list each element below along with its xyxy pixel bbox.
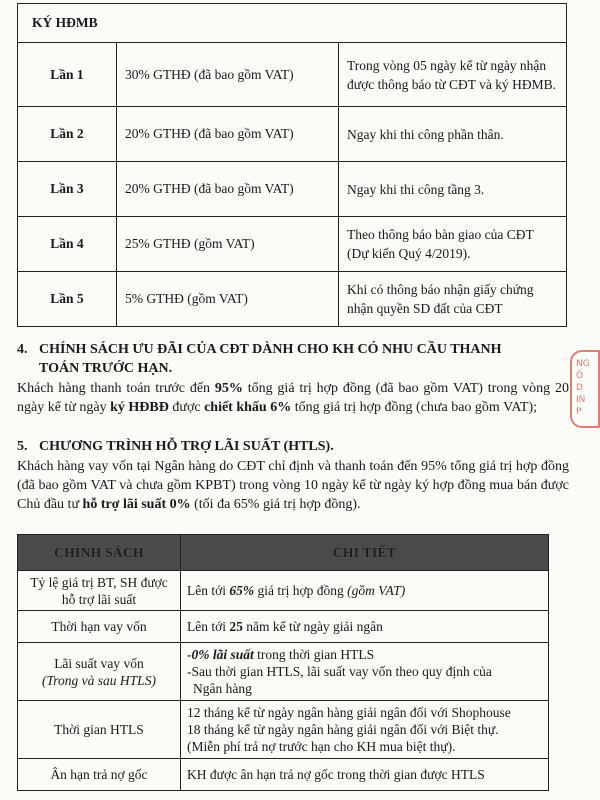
text-bold: 95% <box>214 381 243 396</box>
amount-cell: 25% GTHĐ (gồm VAT) <box>117 217 339 272</box>
text-run: Khách hàng thanh toán trước đến <box>17 381 215 396</box>
detail-cell <box>181 571 549 611</box>
text-run: (tối đa 65% giá trị hợp đồng). <box>190 497 361 512</box>
section-title: CHƯƠNG TRÌNH HỖ TRỢ LÃI SUẤT (HTLS). <box>39 439 334 454</box>
text-run: giá trị hợp đồng <box>254 583 348 598</box>
amount-cell: 20% GTHĐ (đã bao gồm VAT) <box>117 107 339 162</box>
text-run: Lên tới <box>187 583 230 598</box>
table-row <box>18 107 567 162</box>
table-row <box>18 217 567 272</box>
text-run: 18 tháng kể từ ngày ngân hàng giải ngân đối với Biệt thự. <box>187 722 499 737</box>
table-row <box>18 272 567 327</box>
amount-cell: 20% GTHĐ (đã bao gồm VAT) <box>117 162 339 217</box>
text-run: Lên tới <box>187 619 230 634</box>
text-run: 12 tháng kể từ ngày ngân hàng giải ngân đối với Shophouse <box>187 705 511 720</box>
stamp-text: Ố <box>576 371 584 381</box>
text-run: trong thời gian HTLS <box>253 647 375 662</box>
interest-support-table <box>17 534 549 791</box>
detail-cell <box>181 611 549 643</box>
stage-cell: Lần 4 <box>18 217 117 272</box>
table-row <box>18 701 549 759</box>
table-row <box>18 162 567 217</box>
table-row <box>18 643 549 701</box>
section-5-body <box>17 457 569 514</box>
policy-cell: Tỷ lệ giá trị BT, SH được hỗ trợ lãi suất <box>18 571 181 611</box>
header-label: CHI TIẾT <box>332 544 397 560</box>
text-run: được <box>168 400 205 415</box>
policy-cell: Thời hạn vay vốn <box>18 611 181 643</box>
payment-table-header: KÝ HĐMB <box>18 4 567 43</box>
text-run: Ngân hàng <box>193 681 252 696</box>
section-4-heading <box>17 340 569 378</box>
column-header-policy <box>18 535 181 571</box>
text-bold: hỗ trợ lãi suất 0% <box>82 497 191 512</box>
section-5-heading <box>17 437 569 456</box>
stage-cell: Lần 3 <box>18 162 117 217</box>
stamp-fragment <box>570 350 600 428</box>
section-number: 5. <box>17 439 28 454</box>
detail-cell: KH được ân hạn trả nợ gốc trong thời gian được HTLS <box>181 759 549 791</box>
payment-schedule-table <box>17 3 567 327</box>
text-bold: 25 <box>229 619 243 634</box>
stamp-text: NG <box>576 359 590 369</box>
text-bold-italic: 65% <box>229 583 255 598</box>
header-label: CHÍNH SÁCH <box>54 544 144 560</box>
condition-cell: Ngay khi thi công tầng 3. <box>339 162 567 217</box>
condition-cell: Khi có thông báo nhận giấy chứng nhận quyền SD đất của CĐT <box>339 272 567 327</box>
table-row <box>18 43 567 107</box>
condition-cell: Theo thông báo bàn giao của CĐT (Dự kiến Quý 4/2019). <box>339 217 567 272</box>
stage-cell: Lần 5 <box>18 272 117 327</box>
table-header-row <box>18 535 549 571</box>
policy-cell: Ân hạn trả nợ gốc <box>18 759 181 791</box>
condition-cell: Ngay khi thi công phần thân. <box>339 107 567 162</box>
text-run: (Miễn phí trả nợ trước hạn cho KH mua biệt thự). <box>187 739 456 754</box>
condition-cell: Trong vòng 05 ngày kể từ ngày nhận được thông báo từ CĐT và ký HĐMB. <box>339 43 567 107</box>
text-run: năm kể từ ngày giải ngân <box>242 619 383 634</box>
section-title-cont: TOÁN TRƯỚC HẠN. <box>39 361 173 376</box>
detail-cell <box>181 643 549 701</box>
table-row <box>18 759 549 791</box>
section-4-body <box>17 379 569 417</box>
stage-cell: Lần 2 <box>18 107 117 162</box>
table-row <box>18 611 549 643</box>
text-italic: (Trong và sau HTLS) <box>42 672 156 688</box>
text-italic: (gồm VAT) <box>347 583 406 598</box>
text-bold-italic: -0% lãi suất <box>187 647 254 662</box>
text-bold: ký HĐBĐ <box>110 400 169 415</box>
text-run: Lãi suất vay vốn <box>54 655 144 671</box>
policy-cell <box>18 643 181 701</box>
text-run: tổng giá trị hợp đồng (đã bao gồm VAT) trong vòng 20 ngày kể từ ngày <box>17 381 569 415</box>
section-title: CHÍNH SÁCH ƯU ĐÃI CỦA CĐT DÀNH CHO KH CÓ NHU CẦU THANH <box>39 342 502 357</box>
text-run: -Sau thời gian HTLS, lãi suất vay vốn theo quy định của <box>187 664 492 679</box>
amount-cell: 30% GTHĐ (đã bao gồm VAT) <box>117 43 339 107</box>
text-run: tổng giá trị hợp đồng (chưa bao gồm VAT); <box>291 400 538 415</box>
column-header-detail <box>181 535 549 571</box>
amount-cell: 5% GTHĐ (gồm VAT) <box>117 272 339 327</box>
stamp-text: P <box>576 407 582 417</box>
stamp-text: IN <box>576 395 586 405</box>
detail-cell <box>181 701 549 759</box>
table-row <box>18 571 549 611</box>
text-run: Khách hàng vay vốn tại Ngân hàng do CĐT chỉ định và thanh toán đến 95% tổng giá trị hợp đồng (đã bao gồm VAT và chưa gồm KPBT) trong vòng 10 ngày kể từ ngày ký hợp đồng mua bán được Chủ đầu tư <box>17 459 569 512</box>
text-bold: chiết khấu 6% <box>204 400 292 415</box>
stamp-text: D <box>576 383 583 393</box>
stage-cell: Lần 1 <box>18 43 117 107</box>
section-number: 4. <box>17 342 28 357</box>
policy-cell: Thời gian HTLS <box>18 701 181 759</box>
